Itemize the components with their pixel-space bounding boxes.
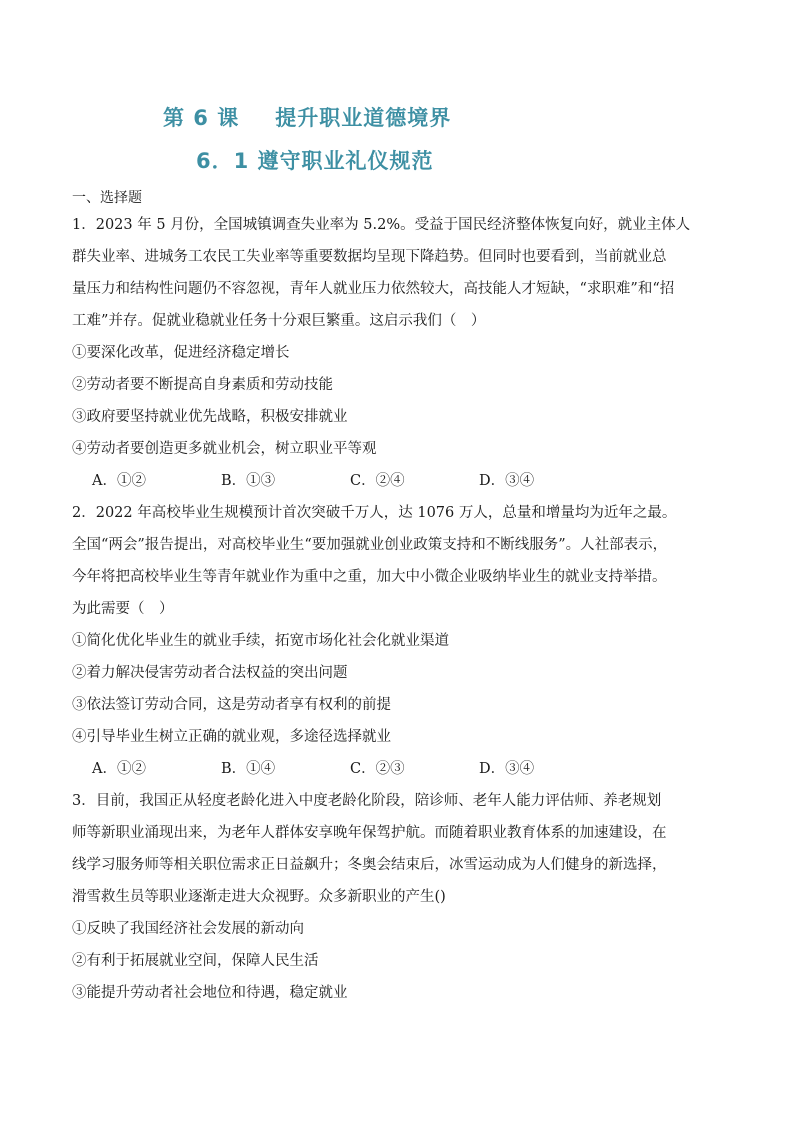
- question-1-text-line-3: 量压力和结构性问题仍不容忽视，青年人就业压力依然较大，高技能人才短缺，“求职难”和“招: [72, 281, 675, 297]
- question-2-item-1: ①简化优化毕业生的就业手续，拓宽市场化社会化就业渠道: [72, 633, 449, 649]
- question-type-heading: 一、选择题: [72, 190, 142, 206]
- question-2-item-2: ②着力解决侵害劳动者合法权益的突出问题: [72, 665, 348, 681]
- question-3-text-line-2: 师等新职业涌现出来，为老年人群体安享晚年保驾护航。而随着职业教育体系的加速建设，在: [72, 825, 667, 841]
- lesson-title: [163, 102, 451, 132]
- question-3-text-line-4: 滑雪救生员等职业逐渐走进大众视野。众多新职业的产生(): [72, 889, 446, 905]
- section-subtitle: 6．1 遵守职业礼仪规范: [196, 149, 434, 173]
- option-b[interactable]: B．①④: [221, 761, 276, 777]
- option-c[interactable]: C．②③: [350, 761, 405, 777]
- question-2-text-line-4: 为此需要（ ）: [72, 601, 174, 617]
- option-a[interactable]: A．①②: [92, 761, 146, 777]
- question-3-text-line-3: 线学习服务师等相关职位需求正日益飙升；冬奥会结束后，冰雪运动成为人们健身的新选择，: [72, 857, 667, 873]
- question-3-item-2: ②有利于拓展就业空间，保障人民生活: [72, 953, 319, 969]
- question-1-item-1: ①要深化改革，促进经济稳定增长: [72, 345, 290, 361]
- question-1-item-2: ②劳动者要不断提高自身素质和劳动技能: [72, 377, 333, 393]
- question-2-options: [92, 759, 608, 779]
- question-2-text-line-1: 2．2022 年高校毕业生规模预计首次突破千万人，达 1076 万人，总量和增量均为近年之最。: [72, 505, 677, 521]
- question-1-item-3: ③政府要坚持就业优先战略，积极安排就业: [72, 409, 348, 425]
- question-3-item-3: ③能提升劳动者社会地位和待遇，稳定就业: [72, 985, 348, 1001]
- option-c[interactable]: C．②④: [350, 473, 405, 489]
- option-d[interactable]: D．③④: [479, 761, 535, 777]
- question-2-item-4: ④引导毕业生树立正确的就业观，多途径选择就业: [72, 729, 391, 745]
- question-1-text-line-4: 工难”并存。促就业稳就业任务十分艰巨繁重。这启示我们（ ）: [72, 313, 486, 329]
- question-2-item-3: ③依法签订劳动合同，这是劳动者享有权利的前提: [72, 697, 391, 713]
- option-d[interactable]: D．③④: [479, 473, 535, 489]
- question-2-text-line-3: 今年将把高校毕业生等青年就业作为重中之重，加大中小微企业吸纳毕业生的就业支持举措。: [72, 569, 667, 585]
- question-2-text-line-2: 全国“两会”报告提出，对高校毕业生“要加强就业创业政策支持和不断线服务”。人社部表示，: [72, 537, 668, 553]
- question-3-item-1: ①反映了我国经济社会发展的新动向: [72, 921, 304, 937]
- question-1-options: [92, 471, 608, 491]
- option-a[interactable]: A．①②: [92, 473, 146, 489]
- lesson-number: 第 6 课: [163, 106, 240, 130]
- question-1-text-line-2: 群失业率、进城务工农民工失业率等重要数据均呈现下降趋势。但同时也要看到，当前就业总: [72, 249, 667, 265]
- question-1-text-line-1: 1．2023 年 5 月份，全国城镇调查失业率为 5.2%。受益于国民经济整体恢复向好，就业主体人: [72, 217, 691, 233]
- option-b[interactable]: B．①③: [221, 473, 276, 489]
- question-1-item-4: ④劳动者要创造更多就业机会，树立职业平等观: [72, 441, 377, 457]
- lesson-name: 提升职业道德境界: [275, 106, 452, 130]
- question-3-text-line-1: 3．目前，我国正从轻度老龄化进入中度老龄化阶段，陪诊师、老年人能力评估师、养老规划: [72, 793, 662, 809]
